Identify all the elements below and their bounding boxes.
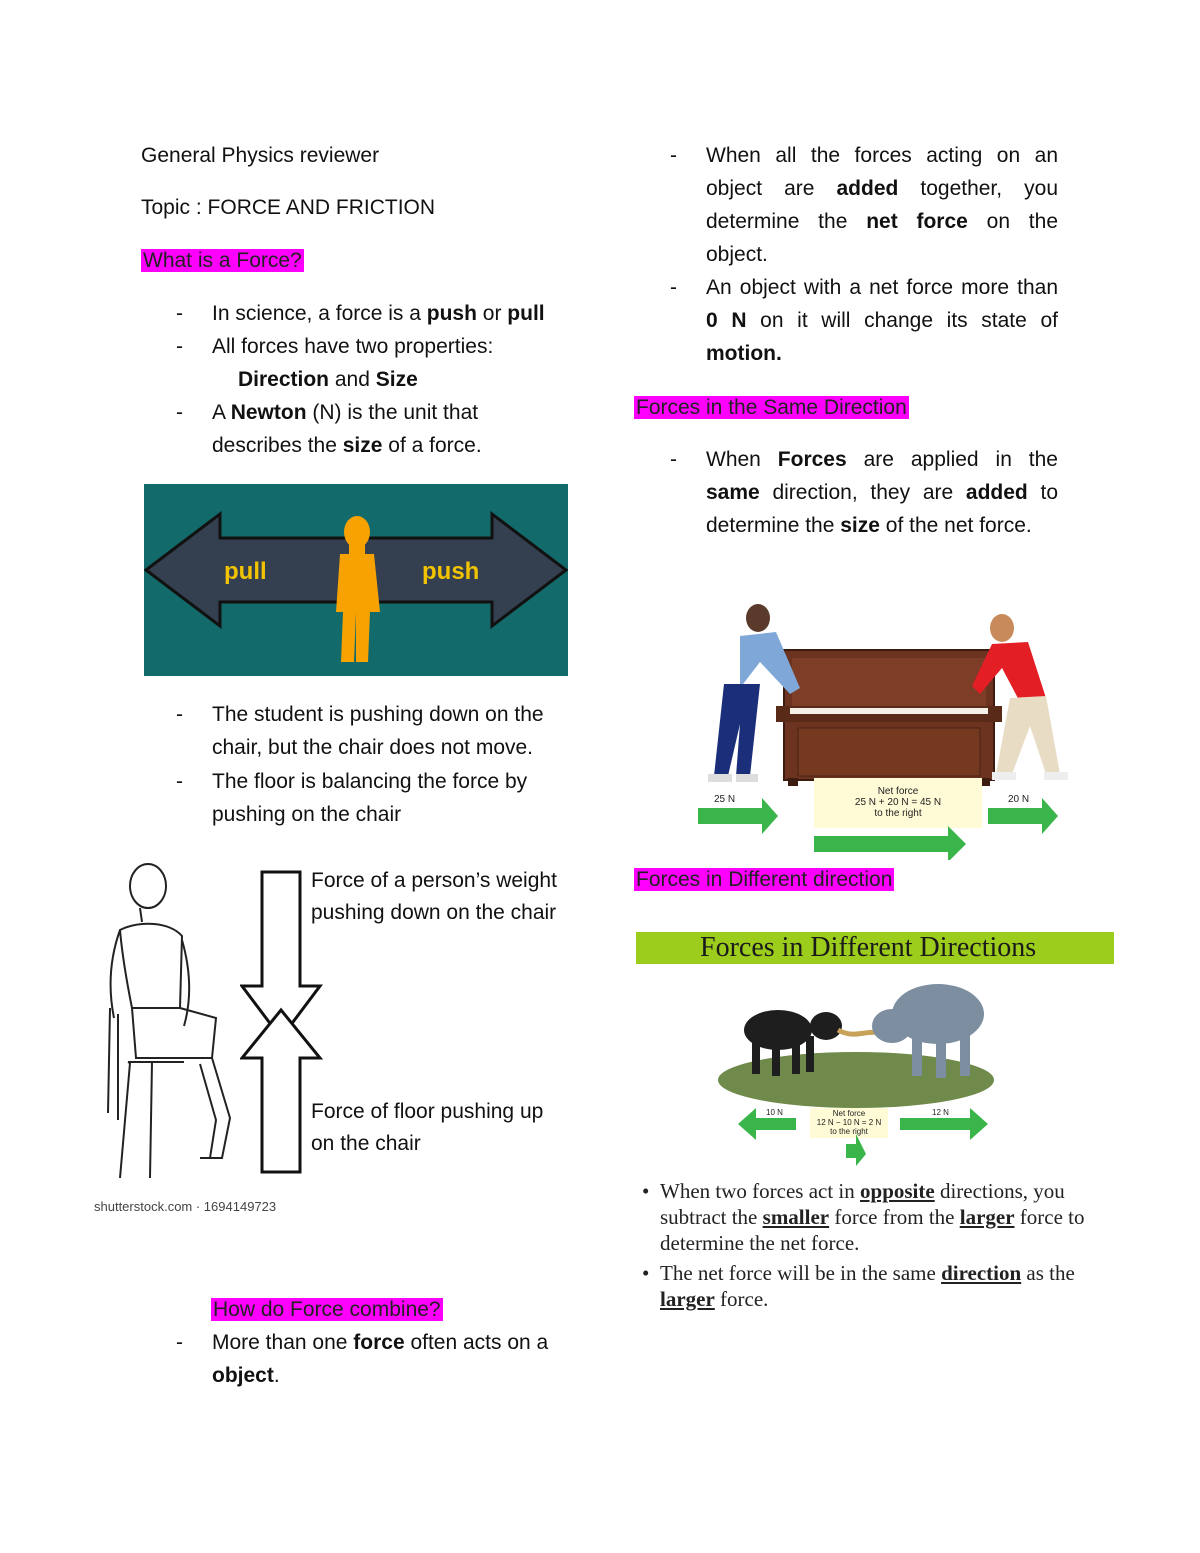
opposite-forces-notes: [642, 1178, 1112, 1312]
piano-icon: [776, 650, 1002, 786]
bullet-net-force-line4: object.: [706, 243, 768, 266]
bullet-force-definition: In science, a force is a push or pull: [212, 302, 545, 325]
bullet-newton: A Newton (N) is the unit that: [212, 401, 479, 424]
floor-force-label: Force of floor pushing up: [311, 1100, 544, 1123]
dog-net-force-label: Net force: [832, 1109, 866, 1118]
properties-list: Direction and Size: [238, 368, 418, 391]
dog-net-force-direction: to the right: [830, 1127, 868, 1136]
bullet-more-than-one-force-line2: object.: [212, 1364, 280, 1387]
dog-net-arrow-icon: [846, 1134, 866, 1166]
seated-person-sketch: [100, 858, 250, 1180]
net-force-equation: 25 N + 20 N = 45 N: [854, 797, 942, 808]
heading-different-direction: Forces in Different direction: [636, 868, 893, 891]
left-force-label: 25 N: [714, 794, 736, 805]
opposite-forces-bullet: • When two forces act in opposite directions, you subtract the smaller force from the larger force to determine the net force.: [642, 1179, 1085, 1255]
weight-force-label-line2: pushing down on the chair: [311, 901, 557, 924]
bullet-two-properties: All forces have two properties:: [212, 335, 494, 358]
doc-title: General Physics reviewer: [141, 144, 380, 167]
net-direction-bullet: • The net force will be in the same direction as the larger force.: [642, 1261, 1075, 1311]
bullet-same-direction-line3: determine the size of the net force.: [706, 514, 1032, 537]
up-arrow-icon: [242, 1010, 320, 1172]
bullet-state-of-motion-line2: 0 N on it will change its state of: [706, 309, 1058, 332]
bullet-same-direction-line2: same direction, they are added to: [706, 481, 1058, 504]
right-force-label: 20 N: [1008, 794, 1030, 805]
net-force-direction: to the right: [874, 808, 922, 819]
bullet-student-pushing-line2: chair, but the chair does not move.: [212, 736, 534, 759]
dog-right-force-label: 12 N: [932, 1108, 949, 1117]
floor-force-label-line2: on the chair: [311, 1132, 421, 1155]
pull-label: pull: [224, 558, 267, 585]
bullet-dash: -: [176, 302, 183, 325]
bullet-dash: -: [670, 276, 677, 299]
heading-same-direction: Forces in the Same Direction: [636, 396, 907, 419]
heading-what-is-force: What is a Force?: [143, 249, 302, 272]
bullet-dash: -: [670, 448, 677, 471]
bullet-same-direction: When Forces are applied in the: [706, 448, 1058, 471]
bullet-newton-line2: describes the size of a force.: [212, 434, 482, 457]
bullet-floor-balancing-line2: pushing on the chair: [212, 803, 402, 826]
tug-of-war-figure: [716, 970, 998, 1170]
image-credit: shutterstock.com · 1694149723: [94, 1199, 277, 1214]
net-force-label: Net force: [877, 786, 919, 797]
bullet-student-pushing: The student is pushing down on the: [212, 703, 544, 726]
dog-left-force-label: 10 N: [766, 1108, 783, 1117]
bullet-dash: -: [176, 703, 183, 726]
push-label: push: [422, 558, 480, 585]
bullet-dash: -: [176, 401, 183, 424]
different-directions-banner: Forces in Different Directions: [636, 932, 1114, 964]
bullet-floor-balancing: The floor is balancing the force by: [212, 770, 528, 793]
bullet-dash: -: [176, 770, 183, 793]
topic-line: Topic : FORCE AND FRICTION: [141, 196, 436, 219]
dog-net-force-equation: 12 N − 10 N = 2 N: [816, 1118, 882, 1127]
bullet-net-force: When all the forces acting on an: [706, 144, 1058, 167]
bullet-more-than-one-force: More than one force often acts on a: [212, 1331, 549, 1354]
bullet-dash: -: [670, 144, 677, 167]
piano-push-figure: [680, 598, 1092, 860]
heading-how-forces-combine: How do Force combine?: [213, 1298, 441, 1321]
bullet-state-of-motion: An object with a net force more than: [706, 276, 1058, 299]
bullet-dash: -: [176, 335, 183, 358]
bullet-state-of-motion-line3: motion.: [706, 342, 782, 365]
push-pull-figure: [144, 484, 568, 676]
bullet-net-force-line2: object are added together, you: [706, 177, 1059, 200]
bullet-dash: -: [176, 1331, 183, 1354]
weight-force-label: Force of a person’s weight: [311, 869, 557, 892]
bullet-net-force-line3: determine the net force on the: [706, 210, 1058, 233]
